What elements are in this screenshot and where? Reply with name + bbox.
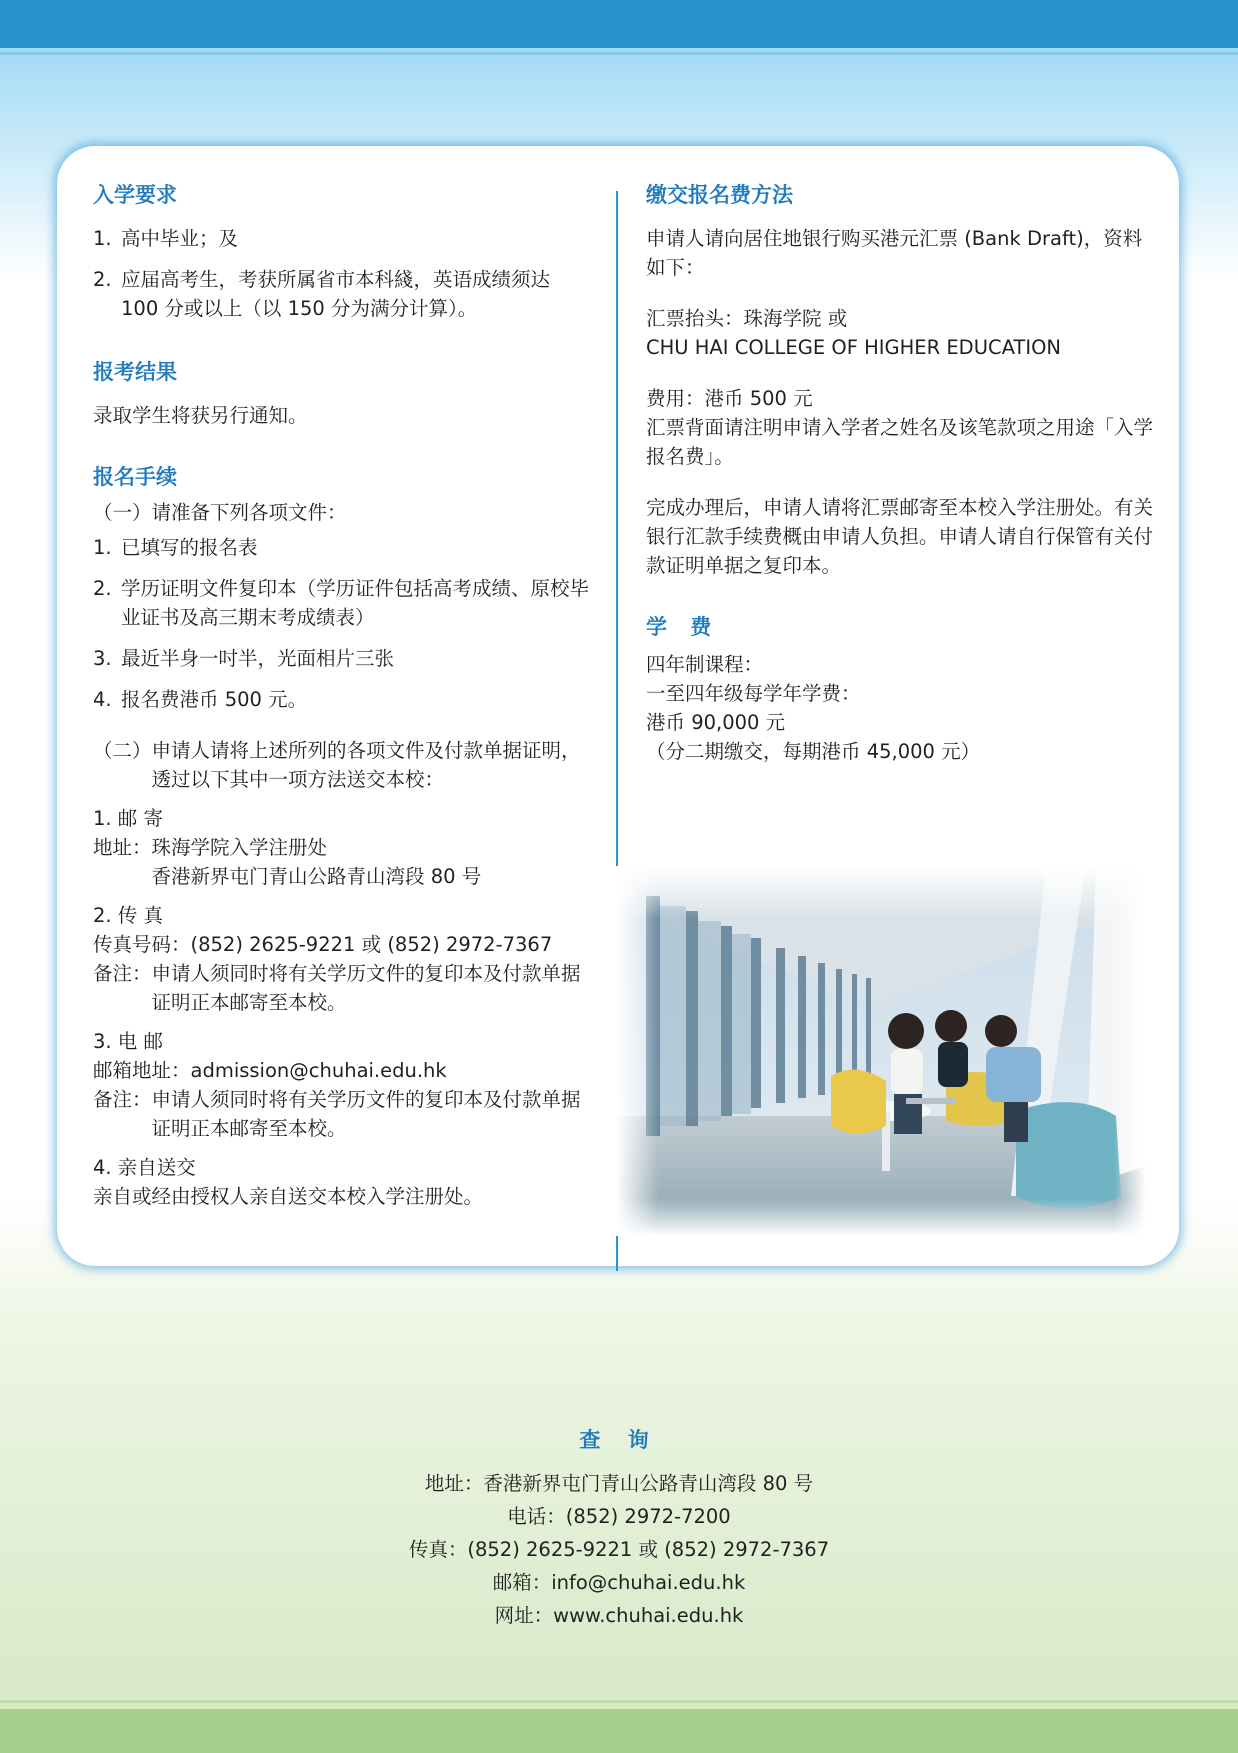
fax-numbers: 传真号码：(852) 2625-9221 或 (852) 2972-7367 [93,933,553,956]
fax-method-title: 2. 传 真 [93,904,164,927]
procedure-subheading-2 [93,736,593,794]
procedure-subheading-1: （一）请准备下列各项文件： [93,501,347,524]
subheading-text: 申请人请将上述所列的各项文件及付款单据证明，透过以下其中一项方法送交本校： [151,739,581,791]
note-text: 申请人须同时将有关学历文件的复印本及付款单据证明正本邮寄至本校。 [151,962,581,1014]
email-method-title: 3. 电 邮 [93,1030,164,1053]
tuition-line-3: 港币 90,000 元 [646,711,786,734]
contact-phone: 电话：(852) 2972-7200 [507,1505,731,1528]
payee-line-1: 汇票抬头：珠海学院 或 [646,307,848,330]
address-line-2: 香港新界屯门青山公路青山湾段 80 号 [151,865,482,888]
contact-section [0,1424,1238,1632]
list-item [93,265,593,323]
note-text: 申请人须同时将有关学历文件的复印本及付款单据证明正本邮寄至本校。 [151,1088,581,1140]
in-person-method-title: 4. 亲自送交 [93,1156,196,1179]
left-column [93,180,593,1211]
list-number: 3. [93,647,112,670]
tuition-line-4: （分二期缴交，每期港币 45,000 元） [646,740,981,763]
list-text: 已填写的报名表 [121,536,258,559]
photo-fade-overlay [616,866,1146,1236]
payment-completion-text: 完成办理后，申请人请将汇票邮寄至本校入学注册处。有关银行汇款手续费概由申请人负担。申请人请自行保管有关付款证明单据之复印本。 [646,496,1154,577]
mail-address [93,833,593,891]
in-person-text: 亲自或经由授权人亲自送交本校入学注册处。 [93,1185,484,1208]
list-number: 2. [93,577,112,600]
contact-fax: 传真：(852) 2625-9221 或 (852) 2972-7367 [408,1538,830,1561]
list-text: 学历证明文件复印本（学历证件包括高考成绩、原校毕业证书及高三期末考成绩表） [121,577,590,629]
fee-note: 汇票背面请注明申请入学者之姓名及该笔款项之用途「入学报名费」。 [646,416,1154,468]
list-item [93,644,593,673]
list-number: 2. [93,268,112,291]
contact-heading: 查 询 [579,1428,659,1452]
list-item [93,533,593,562]
admission-requirements-heading: 入学要求 [93,183,177,207]
bottom-banner-bar [0,1709,1238,1753]
note-label: 备注： [93,1088,152,1111]
payee-line-2: CHU HAI COLLEGE OF HIGHER EDUCATION [646,336,1062,359]
top-banner-bar [0,0,1238,48]
right-column [646,180,1156,766]
contact-website[interactable]: 网址：www.chuhai.edu.hk [494,1604,744,1627]
fax-note [93,959,593,1017]
list-text: 报名费港币 500 元。 [121,688,308,711]
email-address: 邮箱地址：admission@chuhai.edu.hk [93,1059,447,1082]
list-text: 应届高考生，考获所属省市本科綫，英语成绩须达 100 分或以上（以 150 分为满分计算）。 [121,268,551,320]
fee-amount: 费用：港币 500 元 [646,387,813,410]
content-card [57,146,1179,1266]
list-number: 1. [93,227,112,250]
address-line-1: 珠海学院入学注册处 [151,836,328,859]
list-number: 1. [93,536,112,559]
list-item [93,224,593,253]
list-text: 最近半身一吋半，光面相片三张 [121,647,395,670]
results-text: 录取学生将获另行通知。 [93,404,308,427]
tuition-heading: 学 费 [646,615,720,639]
note-label: 备注： [93,962,152,985]
address-label: 地址： [93,836,152,859]
tuition-line-1: 四年制课程： [646,653,764,676]
exam-results-heading: 报考结果 [93,360,177,384]
payment-intro: 申请人请向居住地银行购买港元汇票 (Bank Draft)，资料如下： [646,227,1143,279]
tuition-line-2: 一至四年级每学年学费： [646,682,861,705]
payment-method-heading: 缴交报名费方法 [646,183,793,207]
mail-method-title: 1. 邮 寄 [93,807,164,830]
list-item [93,685,593,714]
list-number: 4. [93,688,112,711]
application-procedure-heading: 报名手续 [93,465,177,489]
top-banner-line [0,52,1238,55]
bottom-banner-line [0,1700,1238,1703]
list-item [93,574,593,632]
students-photo [616,866,1146,1236]
contact-email[interactable]: 邮箱：info@chuhai.edu.hk [492,1571,746,1594]
email-note [93,1085,593,1143]
contact-address: 地址：香港新界屯门青山公路青山湾段 80 号 [424,1472,814,1495]
list-text: 高中毕业；及 [121,227,239,250]
subheading-label: （二） [93,739,152,762]
